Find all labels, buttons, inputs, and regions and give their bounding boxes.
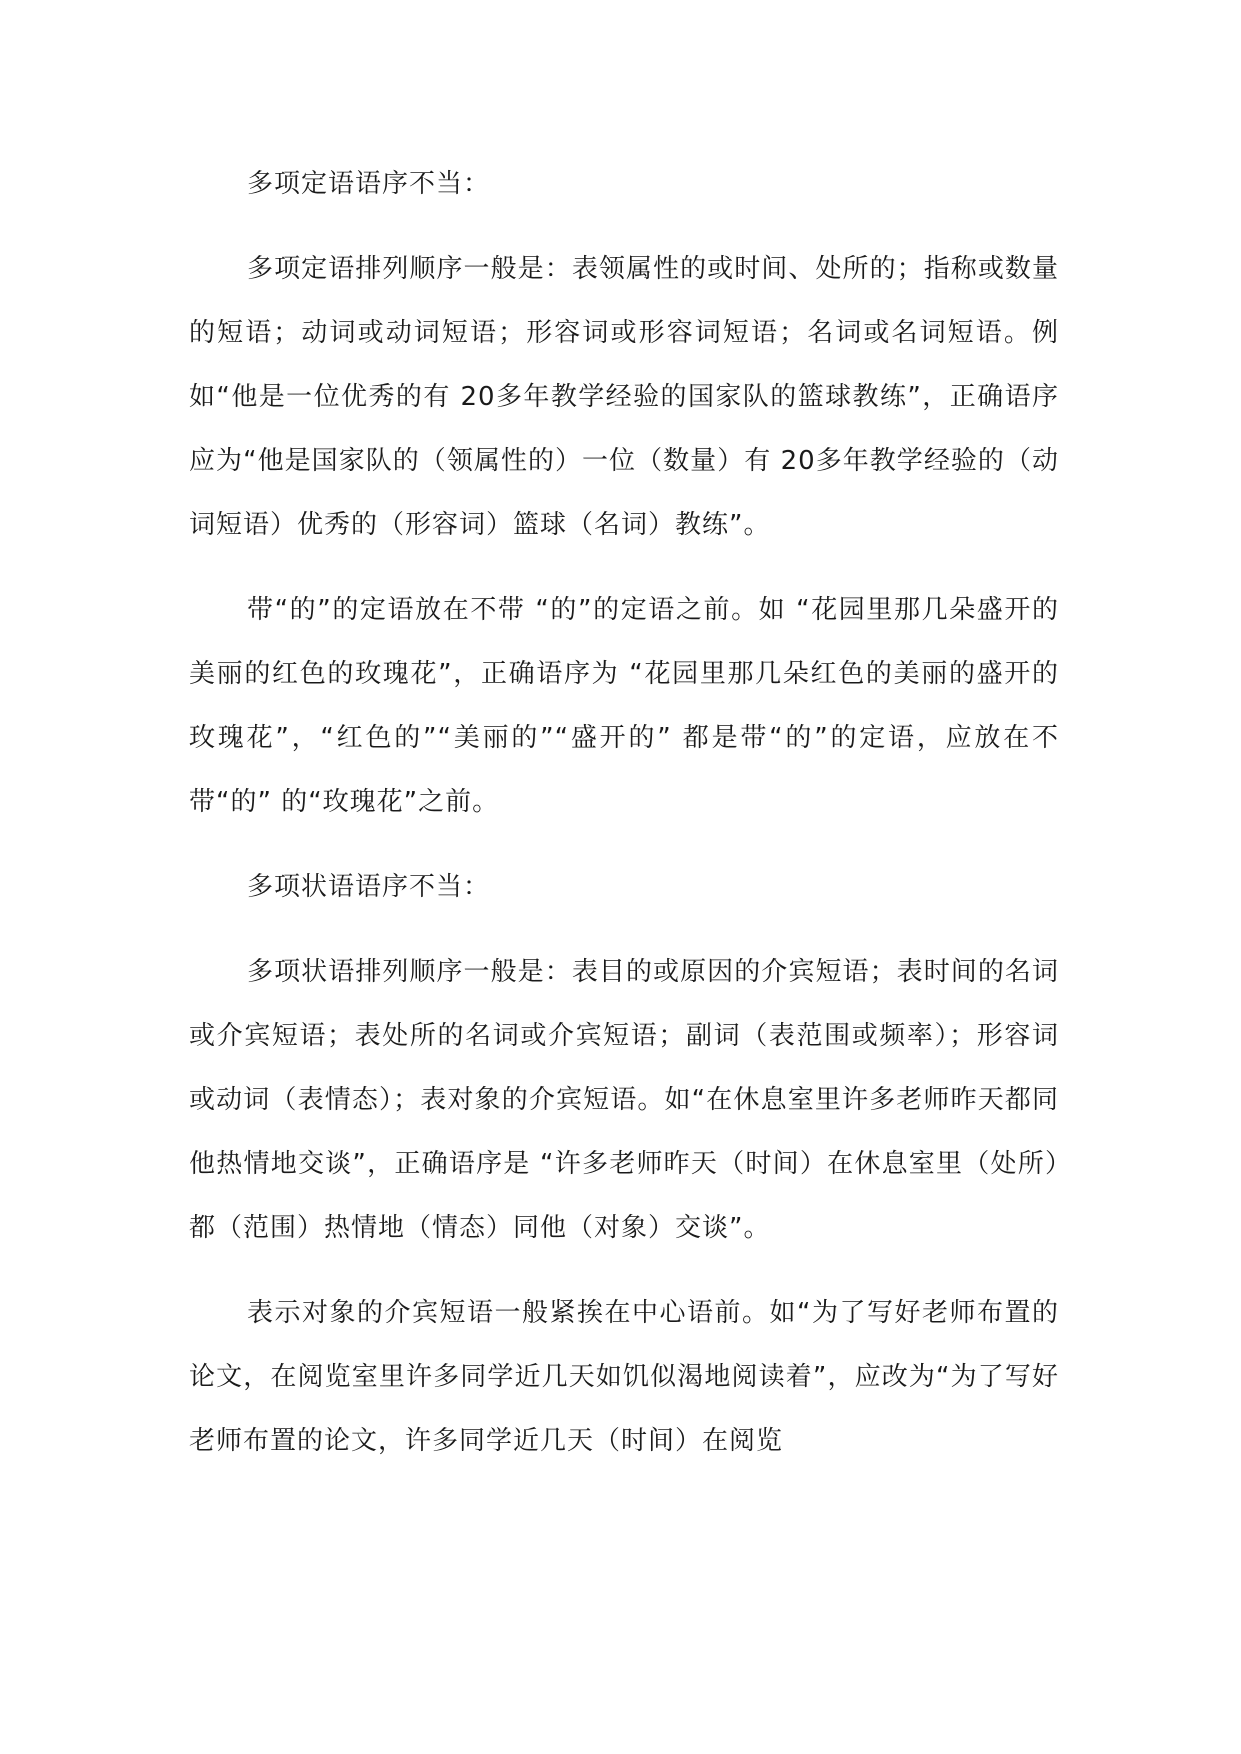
paragraph-adverbial-rule: 多项状语排列顺序一般是：表目的或原因的介宾短语；表时间的名词或介宾短语；表处所的名词或介宾短语；副词（表范围或频率）；形容词或动词（表情态）；表对象的介宾短语。如“在休息室里许多老师昨天都同他热情地交谈”，正确语序是 “许多老师昨天（时间）在休息室里（处所）都（范围）热情地（情态）同他（对象）交谈”。 <box>189 957 1059 1243</box>
section-heading-adverbial-order: 多项状语语序不当： <box>247 872 491 902</box>
paragraph-attributive-rule: 多项定语排列顺序一般是：表领属性的或时间、处所的；指称或数量的短语；动词或动词短语；形容词或形容词短语；名词或名词短语。例如“他是一位优秀的有 20多年教学经验的国家队的篮球教练”，正确语序应为“他是国家队的（领属性的）一位（数量）有 20多年教学经验的（动词短语）优秀的（形容词）篮球（名词）教练”。 <box>189 254 1059 540</box>
paragraph-de-attributive-rule: 带“的”的定语放在不带 “的”的定语之前。如 “花园里那几朵盛开的美丽的红色的玫瑰花”，正确语序为 “花园里那几朵红色的美丽的盛开的玫瑰花”，“红色的”“美丽的”“盛开的” 都是带“的”的定语，应放在不带“的” 的“玫瑰花”之前。 <box>189 595 1059 817</box>
section-heading-attributive-order: 多项定语语序不当： <box>247 169 491 199</box>
paragraph-object-prepositional-rule: 表示对象的介宾短语一般紧挨在中心语前。如“为了写好老师布置的论文，在阅览室里许多同学近几天如饥似渴地阅读着”，应改为“为了写好老师布置的论文，许多同学近几天（时间）在阅览 <box>189 1298 1059 1456</box>
document-body <box>189 152 1059 1494</box>
